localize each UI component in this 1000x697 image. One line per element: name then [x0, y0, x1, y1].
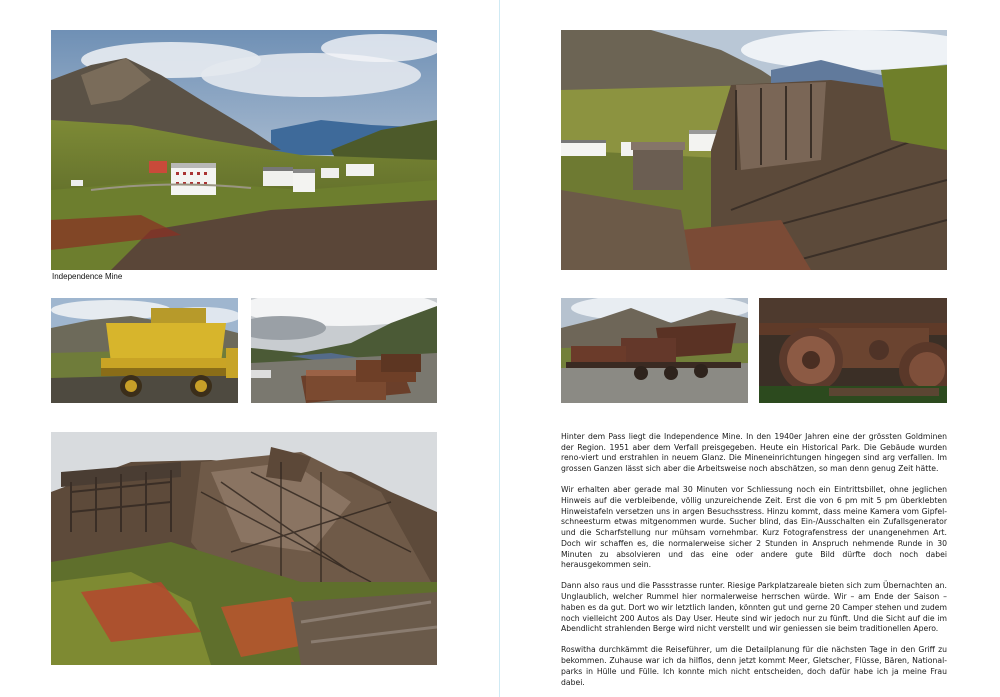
article-paragraph: Dann also raus und die Passstrasse runter. Riesige Parkplatzareale bieten sich zum Übernachten an. Unglaublich, welcher Rummel hier normalerweise herrschen würde. Wir – am Ende der Saison – haben es da gut. Dort wo wir letztlich landen, könnten gut und gerne 20 Camper stehen und zudem noch vielleicht 200 Autos als Day User. Heute sind wir jedoch nur zu fünft. Und die Sicht auf die im Abendlicht strahlenden Berge wird nicht verstellt und wir geniessen sie beim traditionellen Apero. [561, 581, 947, 634]
article-paragraph: Hinter dem Pass liegt die Independence Mine. In den 1940er Jahren eine der grössten Goldminen der Region. 1951 aber dem Verfall preisgegeben. Heute ein Historical Park. Die Gebäude wurden reno-viert und erstrahlen in neuem Glanz. Die Mineneinrichtungen hingegen sind arg verfallen. Im grossen Ganzen lässt sich aber die Arbeitsweise noch abschätzen, so man denn genug Zeit hätte. [561, 432, 947, 474]
photo-rusty-ore-carts [251, 298, 437, 403]
photo-yellow-mine-cart [51, 298, 238, 403]
photo-mine-valley [51, 30, 437, 270]
photo-caption: Independence Mine [52, 272, 123, 281]
page-gutter [499, 0, 500, 697]
photo-rusty-wheel-detail [759, 298, 947, 403]
photo-collapsed-structure [51, 432, 437, 665]
article-paragraph: Roswitha durchkämmt die Reiseführer, um die Detailplanung für die nächsten Tage in den Griff zu bekommen. Zuhause war ich da hilflos, denn jetzt kommt Meer, Gletscher, Flüsse, Bären, National-parks in Hülle und Fülle. Ich konnte mich nicht entscheiden, doch dafür habe ich ja meine Frau dabei. [561, 645, 947, 687]
photo-rusty-ore-cart-train [561, 298, 748, 403]
photo-ruined-mine-buildings [561, 30, 947, 270]
article-body [561, 432, 947, 697]
article-paragraph: Wir erhalten aber gerade mal 30 Minuten vor Schliessung noch ein Eintrittsbillet, ohne jeglichen Hinweis auf die verbleibende, völlig unzureichende Zeit. Erst die von 6 pm mit 5 pm überklebten Hinweistafeln versetzen uns in argen Besuchsstress. Hinzu kommt, dass meine Kamera vom Gipfel-schneesturm etwas mitgenommen wurde. Sucher blind, das Ein-/Ausschalten ein Zufallsgenerator und die Scharfstellung nur mühsam vornehmbar. Kurz Fotografenstress der unangenehmen Art. Doch wir schaffen es, die normalerweise sicher 2 Stunden in Anspruch nehmende Runde in 30 Minuten zu absolvieren und das eine oder andere gute Bild dürfte doch noch dabei herausgekommen sein. [561, 485, 947, 570]
